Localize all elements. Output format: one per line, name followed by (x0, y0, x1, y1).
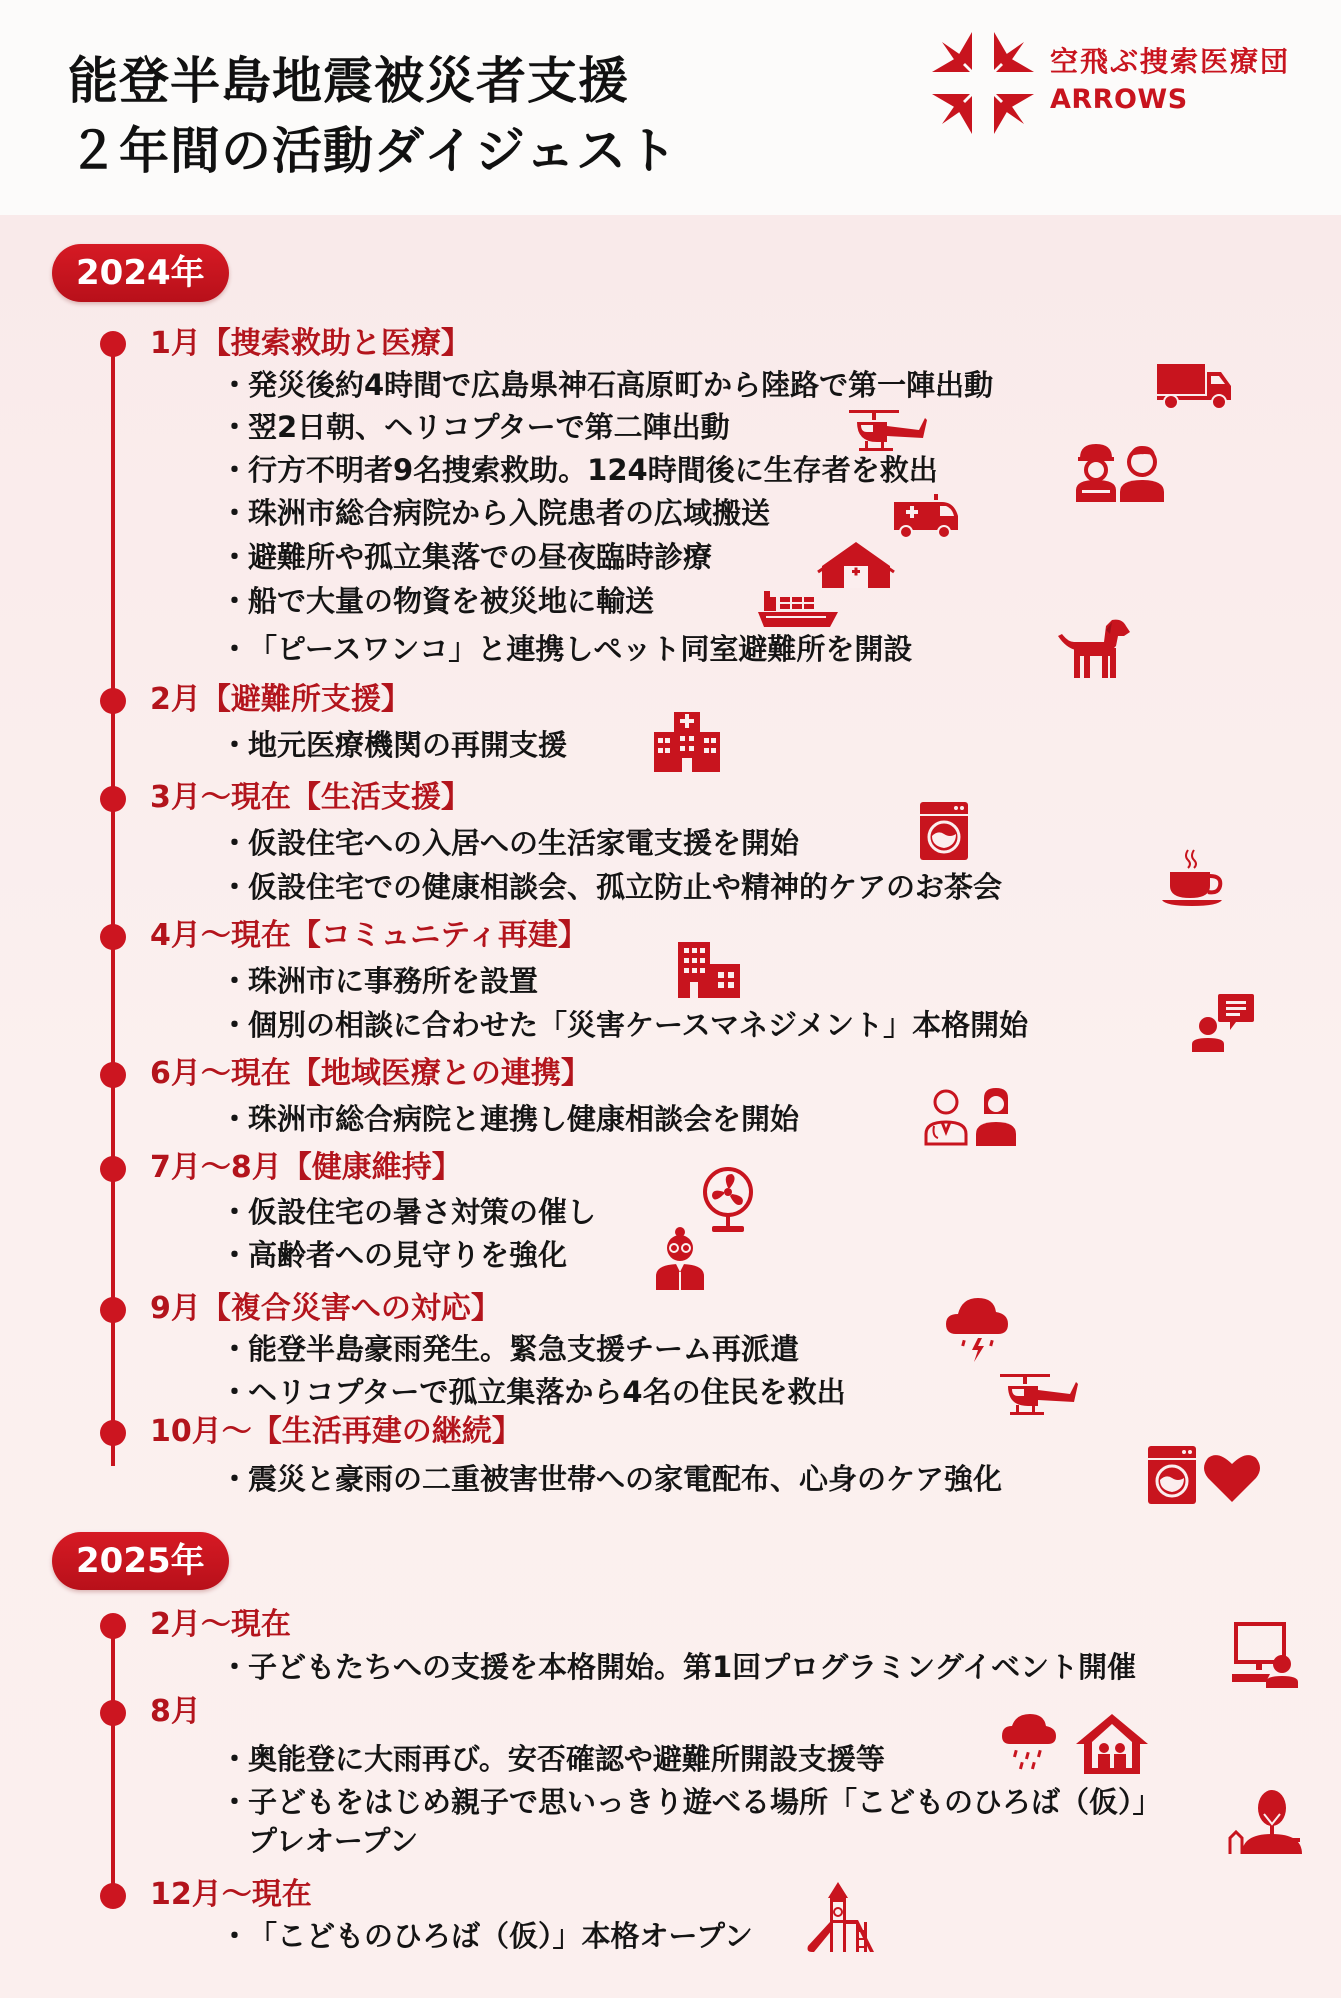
list-item: ・子どもたちへの支援を本格開始。第1回プログラミングイベント開催 (220, 1650, 1137, 1684)
logo-name-en: ARROWS (1050, 84, 1188, 115)
dog-icon (1052, 616, 1132, 680)
timeline-dot (100, 924, 126, 950)
month-heading: 3月～現在【生活支援】 (150, 780, 471, 815)
month-heading: 2月【避難所支援】 (150, 682, 411, 717)
timeline-dot (100, 786, 126, 812)
office-building-icon (676, 940, 742, 998)
timeline-line-2025 (111, 1626, 115, 1896)
list-item: ・震災と豪雨の二重被害世帯への家電配布、心身のケア強化 (220, 1462, 1003, 1496)
month-heading: 8月 (150, 1694, 201, 1729)
list-item: ・子どもをはじめ親子で思いっきり遊べる場所「こどものひろば（仮）」 (220, 1785, 1162, 1819)
helicopter-icon (843, 408, 929, 456)
rescuer-and-person-icon (1070, 440, 1174, 502)
month-heading: 9月【複合災害への対応】 (150, 1291, 501, 1326)
ambulance-icon (890, 492, 962, 540)
tea-cup-icon (1160, 846, 1226, 908)
washing-machine-icon (918, 800, 970, 862)
list-item: ・奥能登に大雨再び。安否確認や避難所開設支援等 (220, 1742, 885, 1776)
logo-text (1050, 44, 1290, 120)
list-item: ・ヘリコプターで孤立集落から4名の住民を救出 (220, 1375, 846, 1409)
truck-icon (1155, 362, 1235, 410)
hospital-icon (652, 710, 722, 772)
list-item: ・仮設住宅の暑さ対策の催し (220, 1195, 597, 1229)
park-tree-icon (1228, 1788, 1304, 1856)
title-line-1: 能登半島地震被災者支援 (68, 52, 629, 110)
medical-tent-icon (816, 540, 896, 590)
list-item: ・珠洲市総合病院から入院患者の広域搬送 (220, 496, 771, 530)
list-item: ・高齢者への見守りを強化 (220, 1238, 568, 1272)
list-item: ・珠洲市総合病院と連携し健康相談会を開始 (220, 1102, 800, 1136)
logo-name-jp: 空飛ぶ捜索医療団 (1050, 45, 1291, 78)
list-item: ・翌2日朝、ヘリコプターで第二陣出動 (220, 410, 730, 444)
list-item: ・発災後約4時間で広島県神石高原町から陸路で第一陣出動 (220, 368, 994, 402)
year-badge-2025: 2025年 (52, 1532, 229, 1590)
page-title (68, 46, 678, 186)
rain-cloud-and-shelter-icon (1000, 1710, 1160, 1776)
list-item: ・能登半島豪雨発生。緊急支援チーム再派遣 (220, 1332, 800, 1366)
title-line-2: ２年間の活動ダイジェスト (68, 122, 678, 180)
timeline-dot (100, 688, 126, 714)
timeline-dot (100, 1420, 126, 1446)
list-item: ・地元医療機関の再開支援 (220, 728, 568, 762)
computer-user-icon (1230, 1620, 1300, 1688)
list-item: ・船で大量の物資を被災地に輸送 (220, 584, 655, 618)
month-heading: 7月～8月【健康維持】 (150, 1150, 462, 1185)
washing-machine-and-heart-icon (1146, 1444, 1264, 1506)
month-heading: 6月～現在【地域医療との連携】 (150, 1056, 591, 1091)
timeline-dot (100, 1297, 126, 1323)
timeline-dot (100, 1700, 126, 1726)
year-badge-2024: 2024年 (52, 244, 229, 302)
list-item: ・仮設住宅への入居への生活家電支援を開始 (220, 826, 800, 860)
month-heading: 1月【捜索救助と医療】 (150, 326, 471, 361)
month-heading: 10月～【生活再建の継続】 (150, 1414, 522, 1449)
month-heading: 4月～現在【コミュニティ再建】 (150, 918, 588, 953)
month-heading: 12月～現在 (150, 1877, 312, 1912)
person-speech-bubble-icon (1190, 990, 1256, 1052)
helicopter-icon (994, 1372, 1080, 1420)
timeline-dot (100, 331, 126, 357)
list-item-continuation: プレオープン (248, 1824, 419, 1858)
playground-slide-icon (804, 1880, 878, 1954)
doctor-and-patient-icon (922, 1084, 1026, 1146)
list-item: ・避難所や孤立集落での昼夜臨時診療 (220, 540, 713, 574)
timeline-dot (100, 1613, 126, 1639)
list-item: ・仮設住宅での健康相談会、孤立防止や精神的ケアのお茶会 (220, 870, 1003, 904)
timeline-dot (100, 1883, 126, 1909)
timeline-dot (100, 1156, 126, 1182)
cargo-ship-icon (756, 585, 840, 629)
elderly-person-icon (652, 1226, 708, 1290)
storm-cloud-icon (944, 1294, 1010, 1366)
list-item: ・「こどものひろば（仮）」本格オープン (220, 1919, 753, 1953)
arrows-star-logo-icon (928, 28, 1038, 138)
month-heading: 2月～現在 (150, 1607, 291, 1642)
list-item: ・行方不明者9名捜索救助。124時間後に生存者を救出 (220, 453, 938, 487)
list-item: ・個別の相談に合わせた「災害ケースマネジメント」本格開始 (220, 1008, 1029, 1042)
timeline-dot (100, 1062, 126, 1088)
list-item: ・「ピースワンコ」と連携しペット同室避難所を開設 (220, 632, 913, 666)
list-item: ・珠洲市に事務所を設置 (220, 964, 539, 998)
header (0, 0, 1341, 215)
